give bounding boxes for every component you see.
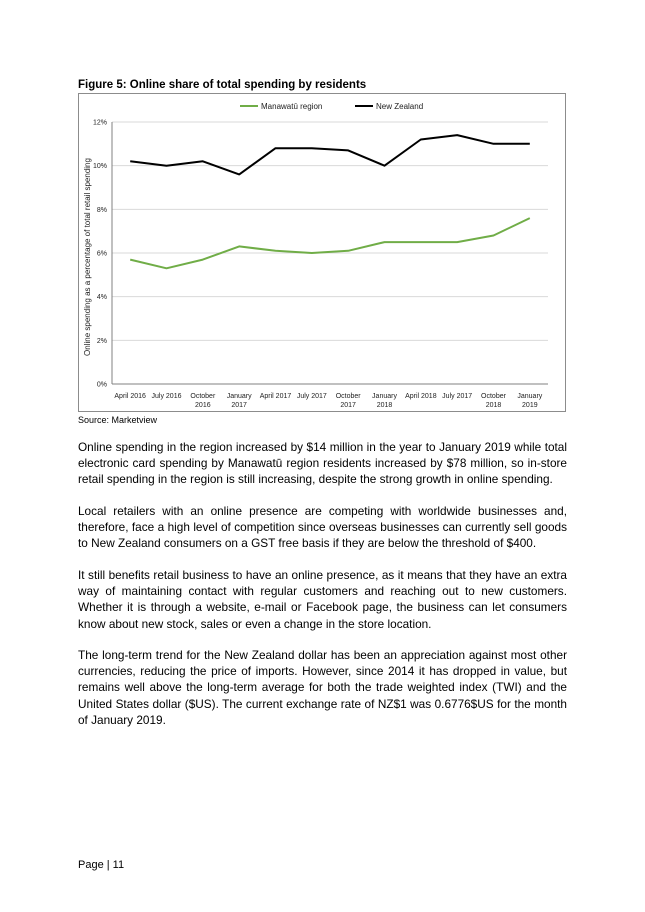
y-tick-label: 2% bbox=[96, 337, 107, 345]
y-tick-label: 12% bbox=[92, 119, 107, 127]
x-tick-label: January 2017 bbox=[226, 393, 252, 409]
figure-title: Figure 5: Online share of total spending by residents bbox=[78, 79, 367, 91]
paragraph-4: The long-term trend for the New Zealand dollar has been an appreciation against most other currencies, reducing the price of imports. However, since 2014 it has dropped in value, but remains well above the long-term average for both the trade weighted index (TWI) and the United States dollar ($US). The current exchange rate of NZ$1 was 0.6776$US for the month of January 2019. bbox=[78, 648, 567, 727]
x-tick-label: July 2016 bbox=[151, 393, 182, 400]
y-tick-label: 6% bbox=[96, 250, 107, 258]
x-tick-label: January 2018 bbox=[372, 393, 397, 409]
y-tick-label: 4% bbox=[96, 294, 107, 302]
chart-series bbox=[130, 135, 530, 268]
x-tick-label: April 2018 bbox=[405, 393, 437, 400]
chart-gridlines bbox=[112, 122, 548, 384]
figure-source: Source: Marketview bbox=[78, 415, 158, 425]
legend-label: Manawatū region bbox=[261, 102, 323, 111]
x-tick-label: April 2017 bbox=[259, 393, 292, 400]
page-number: Page | 11 bbox=[78, 859, 125, 871]
paragraph-1: Online spending in the region increased by $14 million in the year to January 2019 while total electronic card spending by Manawatū region residents increased by $78 million, so in-store retail spending in the region is still increasing, despite the strong growth in online spending. bbox=[78, 440, 567, 487]
x-tick-label: October 2018 bbox=[481, 393, 506, 409]
x-tick-label: July 2017 bbox=[442, 393, 473, 400]
y-tick-label: 10% bbox=[92, 163, 107, 171]
x-tick-label: April 2016 bbox=[114, 393, 146, 400]
x-tick-label: July 2017 bbox=[296, 393, 327, 400]
x-axis-ticks bbox=[114, 393, 542, 409]
x-tick-label: October 2016 bbox=[190, 393, 216, 409]
series-line bbox=[130, 218, 530, 268]
chart-legend bbox=[240, 102, 423, 111]
y-axis-title: Online spending as a percentage of total retail spending bbox=[83, 158, 92, 356]
series-line bbox=[130, 135, 530, 174]
line-chart bbox=[78, 93, 566, 412]
x-tick-label: January 2019 bbox=[517, 393, 543, 409]
x-tick-label: October 2017 bbox=[335, 393, 361, 409]
paragraph-2: Local retailers with an online presence are competing with worldwide businesses and, therefore, face a high level of competition since overseas businesses can currently sell goods to New Zealand consumers on a GST free basis if they are below the threshold of $400. bbox=[78, 504, 567, 551]
y-tick-label: 8% bbox=[96, 206, 107, 214]
legend-label: New Zealand bbox=[376, 102, 424, 111]
paragraph-3: It still benefits retail business to have an online presence, as it means that they have an extra way of maintaining contact with regular customers and reaching out to new customers. Whether it is through a website, e-mail or Facebook page, the business can let consumers know about new stock, sales or even a change in the store location. bbox=[78, 568, 567, 631]
y-tick-label: 0% bbox=[96, 381, 107, 389]
chart-svg bbox=[79, 94, 567, 413]
y-axis-ticks bbox=[93, 120, 107, 389]
